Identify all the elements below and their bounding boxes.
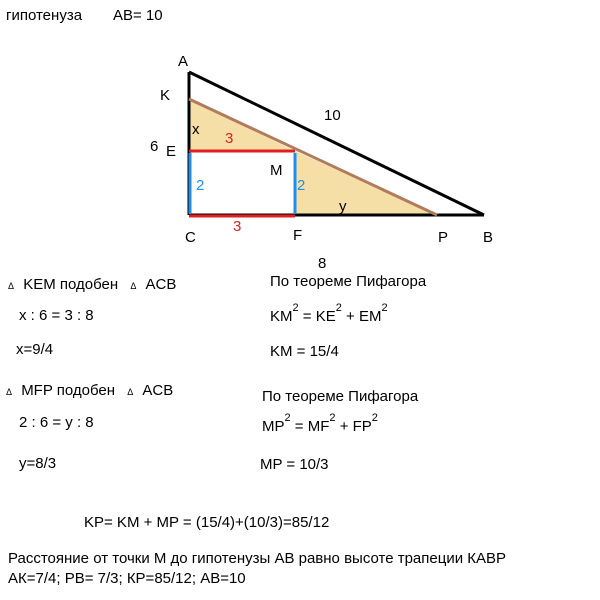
proportion-x: x : 6 = 3 : 8 xyxy=(19,307,94,324)
vertex-f: F xyxy=(293,227,303,244)
similar-word: подобен xyxy=(56,382,116,399)
vertex-m: M xyxy=(270,162,283,179)
length-cb: 8 xyxy=(318,255,327,272)
distance-statement: Расстояние от точки М до гипотенузы АВ равно высоте трапеции КАВР xyxy=(8,550,506,567)
similarity-mfp-line xyxy=(6,382,173,401)
kp-equation: KP= KM + MP = (15/4)+(10/3)=85/12 xyxy=(84,514,330,531)
result-x: x=9/4 xyxy=(16,341,54,358)
length-em: 3 xyxy=(225,130,234,147)
vertex-c: C xyxy=(185,229,196,246)
final-answer: АК=7/4; РВ= 7/3; КР=85/12; АВ=10 xyxy=(8,570,246,587)
result-km: KM = 15/4 xyxy=(270,343,339,360)
triangle-acb-name: ACB xyxy=(142,382,174,399)
vertex-a: A xyxy=(178,53,189,70)
triangle-icon: Δ xyxy=(127,387,134,397)
triangle-mfp-name: MFP xyxy=(21,382,53,399)
result-mp: MP = 10/3 xyxy=(260,456,329,473)
length-mf: 2 xyxy=(297,177,306,194)
triangle-icon: Δ xyxy=(8,281,15,291)
triangle-kem-name: KEM xyxy=(23,276,56,293)
pythagoras-mp-equation: $MP^2 = MF^2 + FP^2$ xyxy=(262,412,378,435)
triangle-acb-name: ACB xyxy=(145,276,177,293)
hypotenuse-label: гипотенуза xyxy=(6,7,83,24)
length-ec: 2 xyxy=(196,177,205,194)
similar-word: подобен xyxy=(59,276,119,293)
vertex-k: K xyxy=(160,87,171,104)
length-cf: 3 xyxy=(233,218,242,235)
ab-given: AB= 10 xyxy=(113,7,163,24)
triangle-icon: Δ xyxy=(6,387,13,397)
length-ab: 10 xyxy=(324,107,341,124)
label-x: x xyxy=(192,121,200,138)
pythagoras-title-2: По теореме Пифагора xyxy=(262,388,419,405)
vertex-p: P xyxy=(438,229,449,246)
label-y: y xyxy=(339,198,347,215)
vertex-e: E xyxy=(166,143,177,160)
vertex-b: B xyxy=(483,229,494,246)
triangle-icon: Δ xyxy=(130,281,137,291)
similarity-kem-line xyxy=(8,276,176,295)
result-y: y=8/3 xyxy=(19,455,57,472)
pythagoras-title-1: По теореме Пифагора xyxy=(270,273,427,290)
pythagoras-km-equation: $KM^2 = KE^2 + EM^2$ xyxy=(270,302,388,325)
proportion-y: 2 : 6 = y : 8 xyxy=(19,414,94,431)
length-ac: 6 xyxy=(150,138,159,155)
